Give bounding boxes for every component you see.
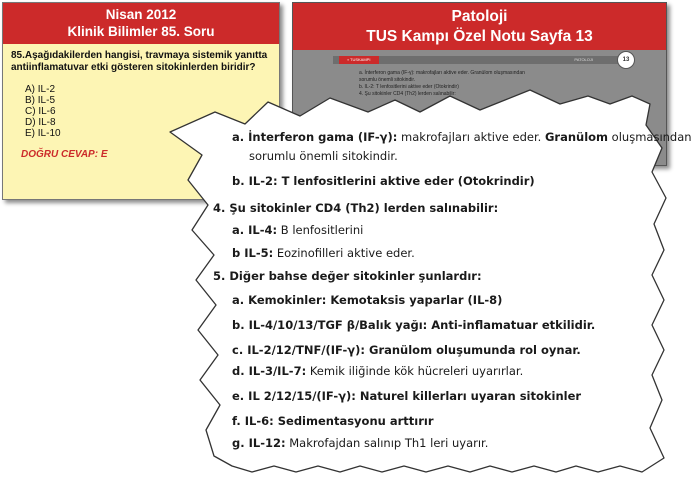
note-granuloma: c. IL-2/12/TNF/(IF-γ): Granülom oluşumunda rol oynar.: [232, 343, 581, 357]
option-e: E) IL-10: [25, 128, 61, 139]
note-il3-il7-text: Kemik iliğinde kök hücreleri uyarırlar.: [306, 364, 524, 378]
correct-answer: DOĞRU CEVAP: E: [21, 149, 108, 160]
notes-card-title-line1: Patoloji: [451, 8, 508, 25]
note-il3-il7: [232, 364, 523, 378]
note-il4: [232, 223, 363, 237]
note-il5-text: Eozinofilleri aktive eder.: [273, 246, 415, 260]
question-text: 85.Aşağıdakilerden hangisi, travmaya sistemik yanıtta antiinflamatuvar etki gösteren sitokinlerden biridir?: [11, 50, 268, 73]
option-c: C) IL-6: [25, 106, 56, 117]
preview-label: PATOLOJI: [574, 57, 593, 62]
note-il12-text: Makrofajdan salınıp Th1 leri uyarır.: [285, 436, 489, 450]
note-il2: b. IL-2: T lenfositlerini aktive eder (Otokrindir): [232, 174, 535, 188]
preview-tag: ▪ TUSKAMPI: [339, 56, 379, 64]
note-ifn-gamma-label: a. İnterferon gama (IF-γ):: [232, 130, 398, 144]
notes-card-title-line2: TUS Kampı Özel Notu Sayfa 13: [366, 28, 593, 45]
note-ifn-gamma-bold: Granülom: [544, 130, 609, 144]
question-card-title-line2: Klinik Bilimler 85. Soru: [67, 24, 215, 39]
note-ifn-gamma-text: makrofajları aktive eder.: [397, 130, 545, 144]
preview-page-number: 13: [617, 51, 635, 69]
option-d: D) IL-8: [25, 117, 56, 128]
section-5-title: 5. Diğer bahse değer sitokinler şunlardır:: [213, 269, 482, 283]
note-il12: [232, 436, 488, 450]
note-il5: [232, 246, 415, 260]
note-chemokines: a. Kemokinler: Kemotaksis yaparlar (IL-8): [232, 293, 503, 307]
section-4-title: 4. Şu sitokinler CD4 (Th2) lerden salınabilir:: [213, 201, 499, 215]
note-il6: f. IL-6: Sedimentasyonu arttırır: [232, 414, 434, 428]
note-il5-label: b IL-5:: [232, 246, 274, 260]
note-anti-inflammatory: b. IL-4/10/13/TGF β/Balık yağı: Anti-inflamatuar etkilidir.: [232, 318, 596, 332]
note-ifn-gamma-line2: sorumlu önemli sitokindir.: [249, 149, 398, 163]
note-ifn-gamma-text2: oluşmasından: [608, 130, 692, 144]
note-ifn-gamma: [232, 130, 692, 144]
preview-line: 4. Şu sitokinler CD4 (Th2) lerden salınabilir:: [359, 91, 456, 97]
note-il12-label: g. IL-12:: [232, 436, 286, 450]
note-il4-text: B lenfositlerini: [277, 223, 364, 237]
preview-line: a. İnterferon gama (IF-γ): makrofajları aktive eder. Granülom oluşmasından: [359, 70, 525, 76]
note-il4-label: a. IL-4:: [232, 223, 278, 237]
option-a: A) IL-2: [25, 84, 56, 95]
note-natural-killer: e. IL 2/12/15/(IF-γ): Naturel killerları uyaran sitokinler: [232, 389, 582, 403]
option-b: B) IL-5: [25, 95, 56, 106]
preview-line: sorumlu önemli sitokindir.: [359, 77, 416, 83]
question-card-title-line1: Nisan 2012: [105, 7, 177, 22]
note-il3-il7-label: d. IL-3/IL-7:: [232, 364, 307, 378]
preview-line: b. IL-2: T lenfositlerini aktive eder (Otokrindir): [359, 84, 459, 90]
